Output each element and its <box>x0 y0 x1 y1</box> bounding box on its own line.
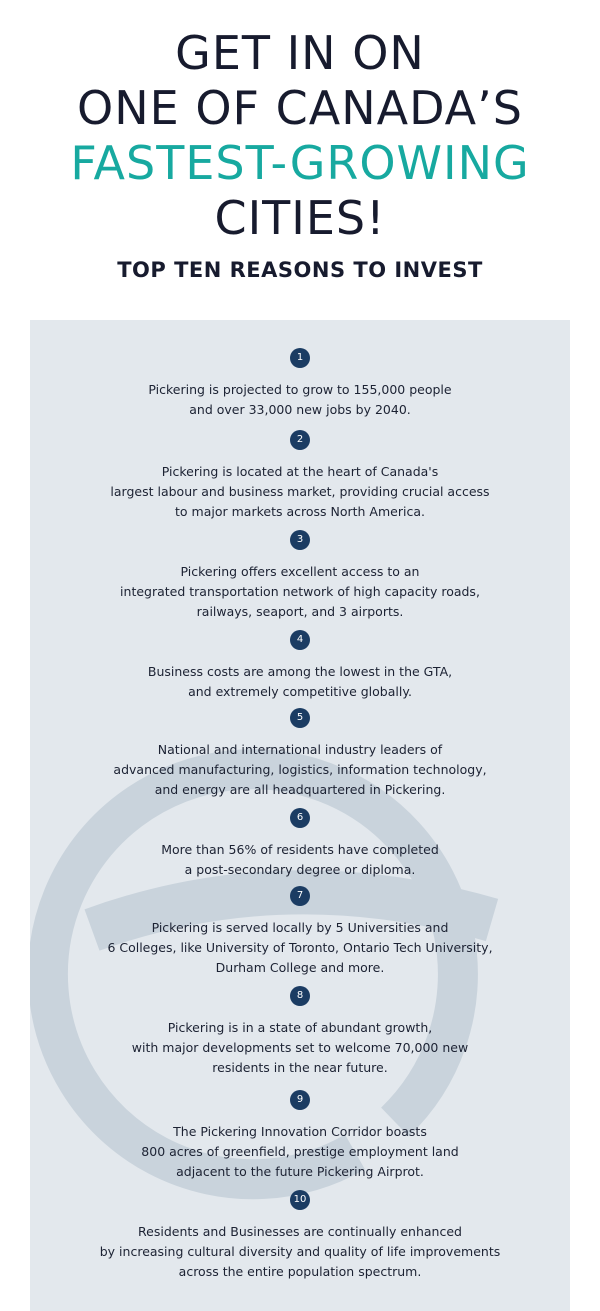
headline-line-4: CITIES! <box>214 191 386 245</box>
reason-number-badge: 1 <box>290 348 310 368</box>
reason-text <box>30 562 570 622</box>
reason-item <box>30 630 570 702</box>
reason-text-line: Durham College and more. <box>215 960 385 975</box>
reason-text-line: adjacent to the future Pickering Airprot. <box>176 1164 424 1179</box>
reason-number-badge: 5 <box>290 708 310 728</box>
reason-text-line: and over 33,000 new jobs by 2040. <box>189 402 411 417</box>
reason-text-line: railways, seaport, and 3 airports. <box>196 604 404 619</box>
reason-text-line: The Pickering Innovation Corridor boasts <box>173 1124 427 1139</box>
reason-number-badge: 7 <box>290 886 310 906</box>
reason-text-line: Pickering is projected to grow to 155,000 people <box>148 382 452 397</box>
reason-number-badge: 2 <box>290 430 310 450</box>
reason-text-line: Pickering is served locally by 5 Universities and <box>151 920 449 935</box>
reason-text-line: More than 56% of residents have completed <box>161 842 439 857</box>
reason-item <box>30 1190 570 1282</box>
reason-item <box>30 986 570 1078</box>
reason-item <box>30 348 570 420</box>
reason-text <box>30 918 570 978</box>
reason-text <box>30 1018 570 1078</box>
reason-text-line: across the entire population spectrum. <box>178 1264 422 1279</box>
reason-text <box>30 662 570 702</box>
reason-item <box>30 530 570 622</box>
reason-text <box>30 462 570 522</box>
reason-text-line: Pickering is in a state of abundant growth, <box>167 1020 433 1035</box>
reason-text-line: largest labour and business market, providing crucial access <box>110 484 490 499</box>
headline-line-2: ONE OF CANADA’S <box>77 81 523 135</box>
reason-text <box>30 840 570 880</box>
reason-item <box>30 430 570 522</box>
reason-text-line: Business costs are among the lowest in the GTA, <box>147 664 453 679</box>
reason-text-line: Residents and Businesses are continually enhanced <box>138 1224 462 1239</box>
reason-text-line: National and international industry leaders of <box>157 742 443 757</box>
reason-text-line: advanced manufacturing, logistics, information technology, <box>113 762 487 777</box>
headline <box>0 26 600 246</box>
reason-text-line: 800 acres of greenfield, prestige employment land <box>141 1144 459 1159</box>
subtitle: TOP TEN REASONS TO INVEST <box>117 258 483 282</box>
reasons-panel <box>30 320 570 1311</box>
reason-text-line: residents in the near future. <box>212 1060 388 1075</box>
reason-text-line: integrated transportation network of high capacity roads, <box>120 584 480 599</box>
reason-item <box>30 886 570 978</box>
reason-number-badge: 8 <box>290 986 310 1006</box>
reason-text-line: 6 Colleges, like University of Toronto, Ontario Tech University, <box>107 940 493 955</box>
reason-text-line: Pickering is located at the heart of Canada's <box>161 464 439 479</box>
reason-text-line: by increasing cultural diversity and quality of life improvements <box>99 1244 501 1259</box>
reason-text <box>30 1122 570 1182</box>
reason-number-badge: 4 <box>290 630 310 650</box>
reason-text-line: a post-secondary degree or diploma. <box>184 862 416 877</box>
headline-line-3-accent: FASTEST-GROWING <box>70 136 530 190</box>
reason-text <box>30 1222 570 1282</box>
reason-number-badge: 3 <box>290 530 310 550</box>
reason-number-badge: 9 <box>290 1090 310 1110</box>
reason-item <box>30 1090 570 1182</box>
reason-number-badge: 10 <box>290 1190 310 1210</box>
reason-text-line: Pickering offers excellent access to an <box>180 564 420 579</box>
reason-text <box>30 380 570 420</box>
reason-text-line: and energy are all headquartered in Pickering. <box>154 782 446 797</box>
reason-text <box>30 740 570 800</box>
reason-text-line: with major developments set to welcome 70,000 new <box>131 1040 469 1055</box>
reason-number-badge: 6 <box>290 808 310 828</box>
reason-item <box>30 708 570 800</box>
reason-text-line: to major markets across North America. <box>175 504 425 519</box>
headline-line-1: GET IN ON <box>175 26 425 80</box>
reason-text-line: and extremely competitive globally. <box>188 684 412 699</box>
reason-item <box>30 808 570 880</box>
